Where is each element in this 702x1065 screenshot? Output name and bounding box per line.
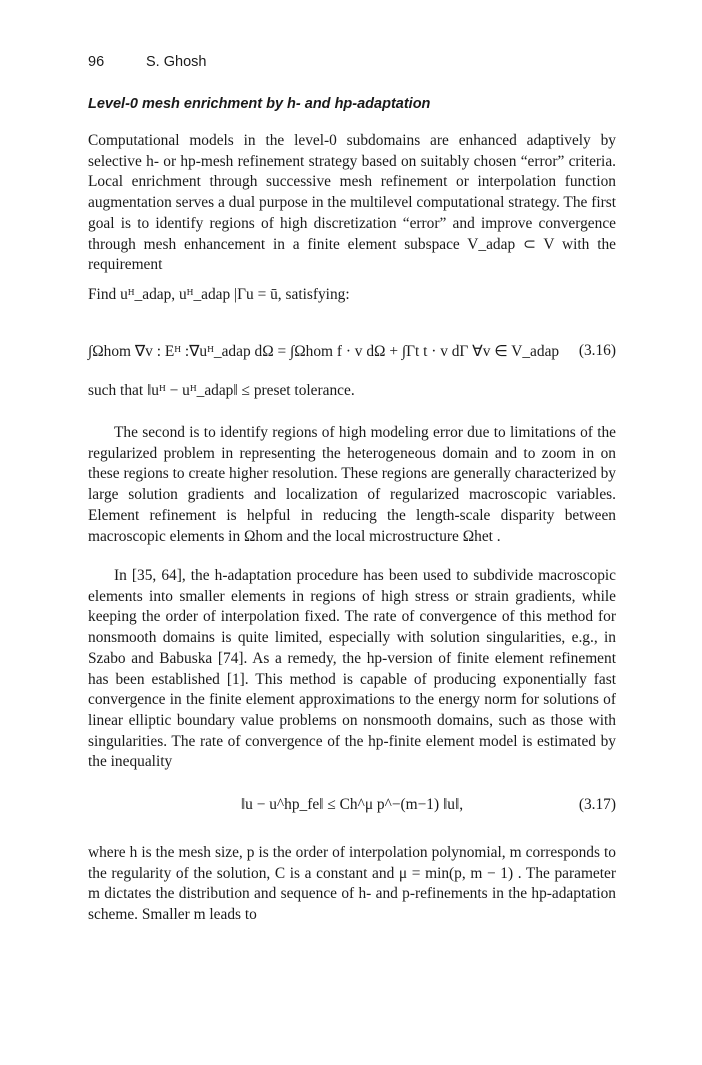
equation-3-17-expression: ‖u − u^hp_fe‖ ≤ Ch^μ p^−(m−1) ‖u‖,	[240, 796, 464, 813]
equation-3-17	[88, 796, 616, 824]
running-header	[88, 54, 206, 70]
equation-3-17-number: (3.17)	[578, 796, 616, 813]
paragraph-1: Computational models in the level-0 subdomains are enhanced adaptively by selective h- or hp-mesh refinement strategy based on suitably chosen “error” criteria. Local enrichment through successive mesh refinement or interpolation function augmentation serves a dual purpose in the multilevel computational strategy. The first goal is to identify regions of high discretization “error” and improve convergence through mesh enhancement in a finite element subspace V_adap ⊂ V with the requirement	[88, 132, 616, 274]
section-heading: Level-0 mesh enrichment by h- and hp-adaptation	[88, 96, 431, 112]
paragraph-3: In [35, 64], the h-adaptation procedure has been used to subdivide macroscopic elements into smaller elements in regions of high stress or strain gradients, while keeping the order of interpolation fixed. The rate of convergence of this method for nonsmooth domains is quite limited, especially with solution singularities, e.g., in Szabo and Babuska [74]. As a remedy, the hp-version of finite element refinement has been established [1]. This method is capable of producing exponentially fast convergence in the finite element approximations to the energy norm for solutions of linear elliptic boundary value problems on nonsmooth domains, such as those with singularities. The rate of convergence of the hp-finite element model is estimated by the inequality	[88, 567, 616, 771]
equation-3-16	[88, 342, 616, 370]
equation-3-16-expression: ∫Ωhom ∇v : Eᴴ :∇uᴴ_adap dΩ = ∫Ωhom f · v dΩ + ∫Γt t · v dΓ ∀v ∈ V_adap	[88, 343, 560, 360]
running-author: S. Ghosh	[146, 54, 207, 70]
such-that-line	[88, 382, 616, 410]
page-number: 96	[88, 54, 105, 70]
equation-3-16-number: (3.16)	[578, 342, 616, 359]
such-that-statement: such that ‖uᴴ − uᴴ_adap‖ ≤ preset tolerance.	[88, 382, 355, 399]
find-line	[88, 286, 616, 314]
paragraph-2: The second is to identify regions of high modeling error due to limitations of the regularized problem in representing the heterogeneous domain and to zoom in on these regions to create higher resolution. These regions are generally characterized by large solution gradients and localization of regularized macroscopic variables. Element refinement is helpful in reducing the length-scale disparity between macroscopic elements in Ωhom and the local microstructure Ωhet .	[88, 424, 616, 545]
find-statement: Find uᴴ_adap, uᴴ_adap |Γu = ū, satisfying:	[88, 286, 350, 303]
paragraph-4: where h is the mesh size, p is the order of interpolation polynomial, m corresponds to the regularity of the solution, C is a constant and μ = min(p, m − 1) . The parameter m dictates the distribution and sequence of h- and p-refinements in the hp-adaptation scheme. Smaller m leads to	[88, 844, 616, 924]
